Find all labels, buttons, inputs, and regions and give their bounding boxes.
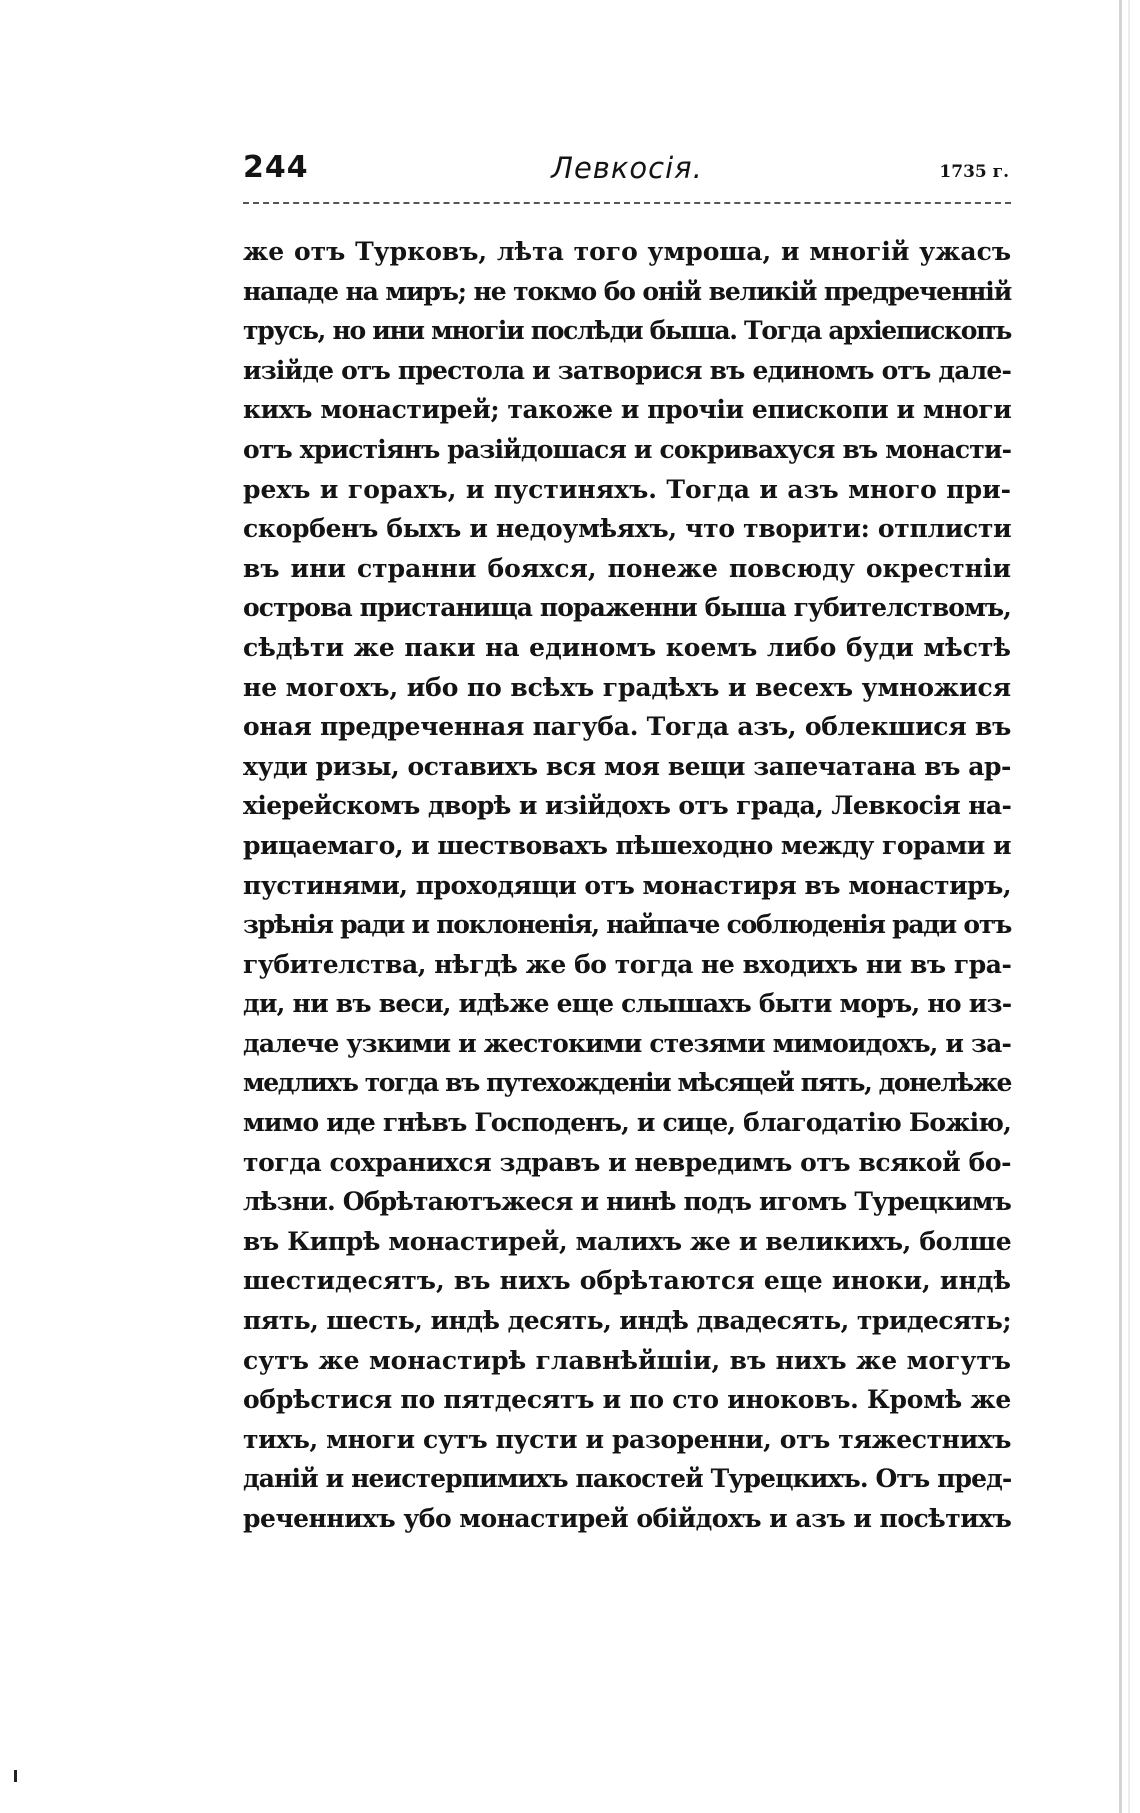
year-label: 1735 г. bbox=[939, 162, 1009, 182]
text-line: трусь, но ини многіи послѣди быша. Тогда архіепископъ bbox=[243, 316, 1012, 346]
page-edge-shadow bbox=[1119, 0, 1122, 1813]
text-line: хіерейскомъ дворѣ и изійдохъ отъ града, Левкосія на- bbox=[243, 791, 1012, 821]
text-line: не могохъ, ибо по всѣхъ градѣхъ и весехъ умножися bbox=[243, 672, 1011, 702]
text-line: медлихъ тогда въ путехожденіи мѣсяцей пять, донелѣже bbox=[243, 1068, 1011, 1098]
header-rule bbox=[243, 202, 1011, 204]
text-line: скорбенъ быхъ и недоумѣяхъ, что творити: отплисти bbox=[243, 514, 1012, 544]
text-line: въ Кипрѣ монастирей, малихъ же и великихъ, болше bbox=[243, 1226, 1012, 1256]
text-line: мимо иде гнѣвъ Господенъ, и сице, благодатію Божію, bbox=[243, 1108, 1011, 1138]
text-line: кихъ монастирей; такоже и прочіи епископи и многи bbox=[243, 395, 1012, 425]
page-header bbox=[243, 150, 1011, 196]
text-line: отъ христіянъ разійдошася и сокривахуся въ монасти- bbox=[243, 434, 1012, 464]
text-line: рицаемаго, и шествовахъ пѣшеходно между горами и bbox=[243, 830, 1012, 860]
text-line: острова пристанища пораженни быша губителствомъ, bbox=[243, 593, 1011, 623]
page-number: 244 bbox=[243, 150, 309, 185]
text-line: пустинями, проходящи отъ монастиря въ монастиръ, bbox=[243, 870, 1012, 900]
text-line: губителства, нѣгдѣ же бо тогда не входихъ ни въ гра- bbox=[243, 949, 1012, 979]
text-line: лѣзни. Обрѣтаютъжеся и нинѣ подъ игомъ Турецкимъ bbox=[243, 1187, 1011, 1217]
text-line: тогда сохранихся здравъ и невредимъ отъ всякой бо- bbox=[243, 1147, 1012, 1177]
body-text bbox=[243, 232, 1011, 1539]
margin-mark bbox=[14, 1770, 17, 1782]
text-line: въ ини странни бояхся, понеже повсюду окрестніи bbox=[243, 553, 1011, 583]
text-line: обрѣстися по пятдесятъ и по сто иноковъ. Кромѣ же bbox=[243, 1385, 1011, 1415]
text-line: пять, шесть, индѣ десять, индѣ двадесять, тридесять; bbox=[243, 1306, 1012, 1336]
text-line: шестидесятъ, въ нихъ обрѣтаются еще иноки, индѣ bbox=[243, 1266, 1011, 1296]
text-line: изійде отъ престола и затворися въ единомъ отъ дале- bbox=[243, 355, 1011, 385]
text-line: сутъ же монастирѣ главнѣйшіи, въ нихъ же могутъ bbox=[243, 1345, 1011, 1375]
text-line: далече узкими и жестокими стезями мимоидохъ, и за- bbox=[243, 1028, 1011, 1058]
text-line: ди, ни въ веси, идѣже еще слышахъ быти моръ, но из- bbox=[243, 989, 1012, 1019]
text-line: сѣдѣти же паки на единомъ коемъ либо буди мѣстѣ bbox=[243, 632, 1011, 662]
text-line: реченнихъ убо монастирей обійдохъ и азъ и посѣтихъ bbox=[243, 1504, 1012, 1533]
text-line: же отъ Турковъ, лѣта того умроша, и многій ужасъ bbox=[243, 237, 1011, 266]
text-line: оная предреченная пагуба. Тогда азъ, облекшися въ bbox=[243, 712, 1011, 742]
text-line: нападе на миръ; не токмо бо оній великій предреченній bbox=[243, 276, 1012, 306]
text-line: худи ризы, оставихъ вся моя вещи запечатана въ ар- bbox=[243, 751, 1011, 781]
running-title: Левкосія. bbox=[551, 151, 703, 185]
page-edge-shadow-outer bbox=[1128, 0, 1130, 1813]
text-line: даній и неистерпимихъ пакостей Турецкихъ. Отъ пред- bbox=[243, 1464, 1012, 1494]
text-line: зрѣнія ради и поклоненія, найпаче соблюденія ради отъ bbox=[243, 910, 1011, 940]
text-line: рехъ и горахъ, и пустиняхъ. Тогда и азъ много при- bbox=[243, 474, 1011, 504]
text-line: тихъ, многи сутъ пусти и разоренни, отъ тяжестнихъ bbox=[243, 1424, 1011, 1454]
